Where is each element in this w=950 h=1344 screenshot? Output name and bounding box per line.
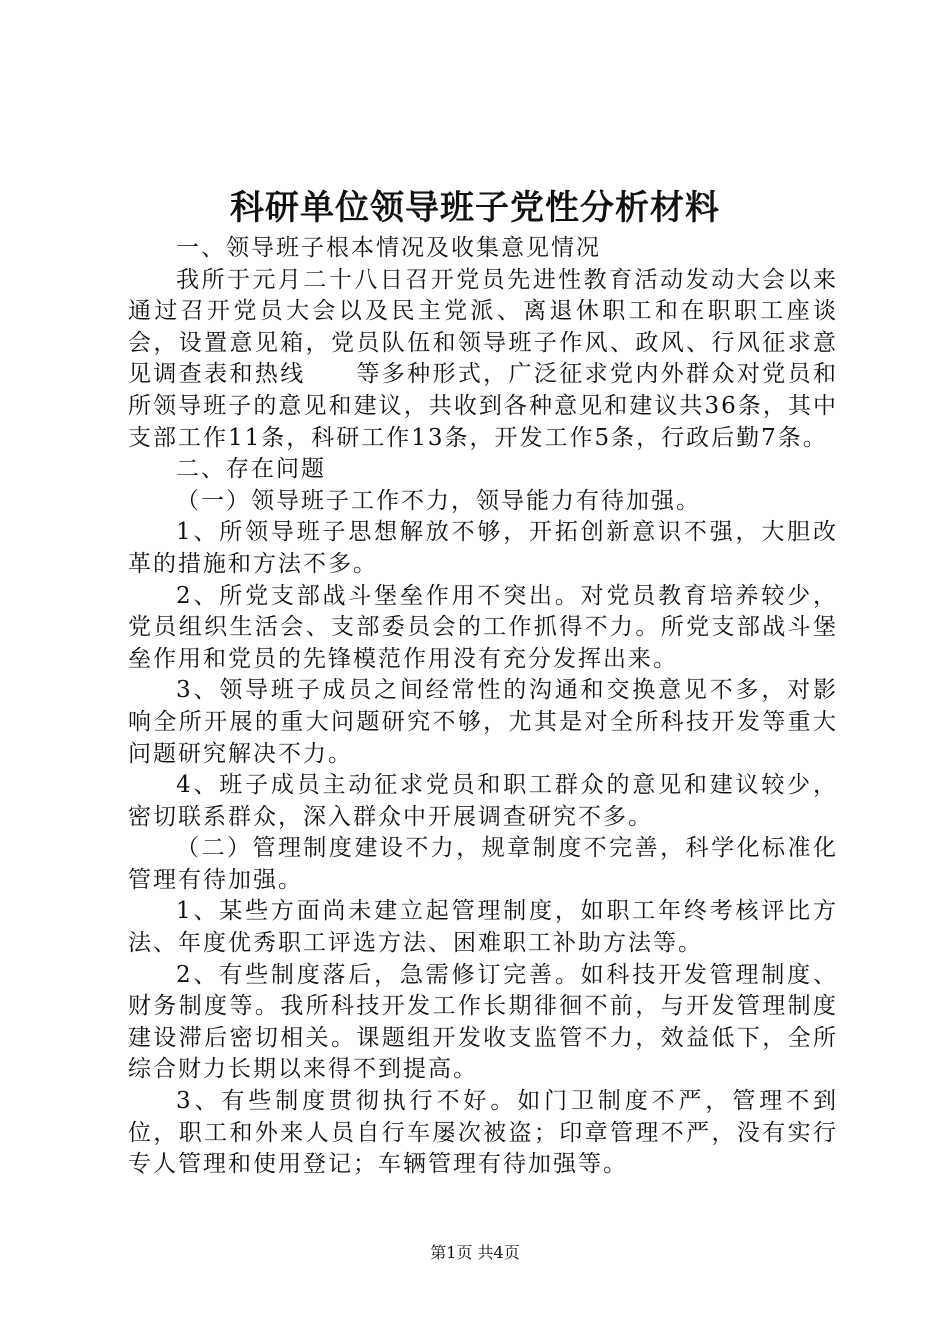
body-paragraph: 3、领导班子成员之间经常性的沟通和交换意见不多，对影响全所开展的重大问题研究不够，尤其是对全所科技开发等重大问题研究解决不力。 bbox=[128, 677, 838, 767]
body-paragraph: 2、有些制度落后，急需修订完善。如科技开发管理制度、财务制度等。我所科技开发工作长期徘徊不前，与开发管理制度建设滞后密切相关。课题组开发收支监管不力，效益低下，全所综合财力长期以来得不到提高。 bbox=[128, 961, 838, 1083]
section-heading: 一、领导班子根本情况及收集意见情况 bbox=[176, 235, 601, 261]
body-paragraph: 2、所党支部战斗堡垒作用不突出。对党员教育培养较少，党员组织生活会、支部委员会的工作抓得不力。所党支部战斗堡垒作用和党员的先锋模范作用没有充分发挥出来。 bbox=[128, 582, 838, 672]
page-number-footer: 第1页 共4页 bbox=[430, 1243, 520, 1262]
body-paragraph: 1、某些方面尚未建立起管理制度，如职工年终考核评比方法、年度优秀职工评选方法、困难职工补助方法等。 bbox=[128, 898, 838, 957]
document-body bbox=[128, 233, 838, 1181]
body-paragraph: 我所于元月二十八日召开党员先进性教育活动发动大会以来通过召开党员大会以及民主党派、离退休职工和在职职工座谈会，设置意见箱，党员队伍和领导班子作风、政风、行风征求意见调查表和热线 等多种形式，广泛征求党内外群众对党员和所领导班子的意见和建议，共收到各种意见和建议共36条，其中支部工作11条，科研工作13条，开发工作5条，行政后勤7条。 bbox=[128, 266, 838, 451]
document-title: 科研单位领导班子党性分析材料 bbox=[230, 188, 720, 228]
body-paragraph: 4、班子成员主动征求党员和职工群众的意见和建议较少，密切联系群众，深入群众中开展调查研究不多。 bbox=[128, 772, 838, 830]
section-heading: 二、存在问题 bbox=[176, 456, 326, 483]
subsection-heading: （二）管理制度建设不力，规章制度不完善，科学化标准化管理有待加强。 bbox=[128, 835, 838, 893]
subsection-heading: （一）领导班子工作不力，领导能力有待加强。 bbox=[176, 487, 701, 514]
body-paragraph: 1、所领导班子思想解放不够，开拓创新意识不强，大胆改革的措施和方法不多。 bbox=[128, 519, 838, 577]
body-paragraph: 3、有些制度贯彻执行不好。如门卫制度不严，管理不到位，职工和外来人员自行车屡次被盗；印章管理不严，没有实行专人管理和使用登记；车辆管理有待加强等。 bbox=[128, 1088, 838, 1178]
